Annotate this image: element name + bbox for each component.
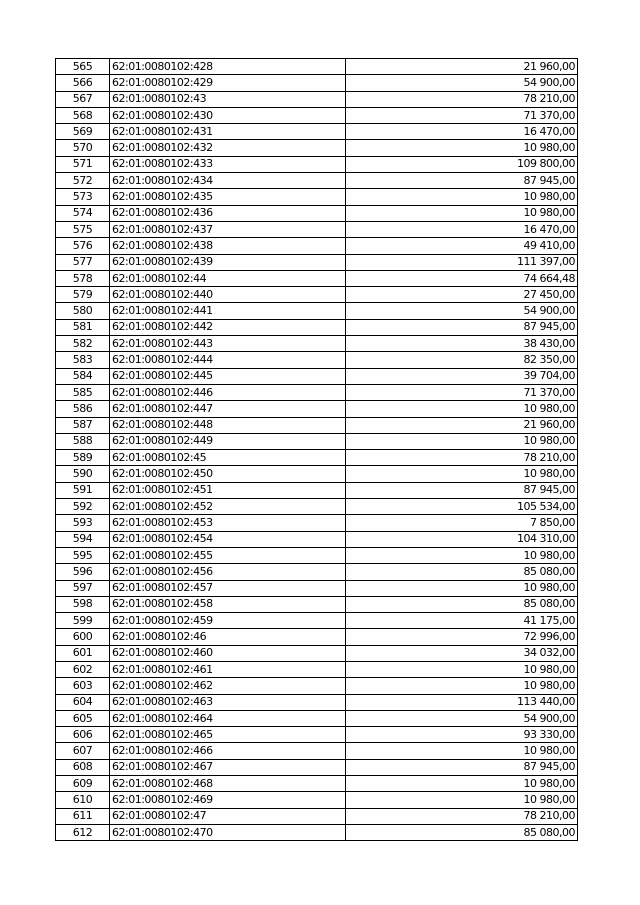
cadastral-number-cell: 62:01:0080102:457 [110, 580, 346, 596]
row-number-cell: 608 [56, 759, 110, 775]
cadastral-number-cell: 62:01:0080102:437 [110, 221, 346, 237]
cadastral-value-cell: 16 470,00 [346, 124, 578, 140]
table-row [56, 678, 578, 694]
cadastral-value-cell: 82 350,00 [346, 352, 578, 368]
cadastral-number-cell: 62:01:0080102:450 [110, 466, 346, 482]
cadastral-value-cell: 10 980,00 [346, 661, 578, 677]
table-row [56, 727, 578, 743]
cadastral-value-cell: 87 945,00 [346, 173, 578, 189]
table-row [56, 450, 578, 466]
cadastral-number-cell: 62:01:0080102:436 [110, 205, 346, 221]
cadastral-number-cell: 62:01:0080102:439 [110, 254, 346, 270]
row-number-cell: 593 [56, 515, 110, 531]
table-row [56, 221, 578, 237]
table-row [56, 124, 578, 140]
cadastral-value-cell: 111 397,00 [346, 254, 578, 270]
row-number-cell: 572 [56, 173, 110, 189]
table-row [56, 205, 578, 221]
table-row [56, 694, 578, 710]
cadastral-number-cell: 62:01:0080102:464 [110, 710, 346, 726]
table-row [56, 776, 578, 792]
table-row [56, 629, 578, 645]
cadastral-number-cell: 62:01:0080102:430 [110, 107, 346, 123]
table-row [56, 596, 578, 612]
cadastral-value-cell: 16 470,00 [346, 221, 578, 237]
table-row [56, 808, 578, 824]
row-number-cell: 565 [56, 59, 110, 75]
table-row [56, 368, 578, 384]
row-number-cell: 576 [56, 238, 110, 254]
cadastral-number-cell: 62:01:0080102:442 [110, 319, 346, 335]
row-number-cell: 596 [56, 564, 110, 580]
table-row [56, 564, 578, 580]
table-row [56, 91, 578, 107]
table-row [56, 140, 578, 156]
cadastral-number-cell: 62:01:0080102:461 [110, 661, 346, 677]
cadastral-number-cell: 62:01:0080102:444 [110, 352, 346, 368]
cadastre-value-table [55, 58, 578, 841]
cadastral-value-cell: 71 370,00 [346, 384, 578, 400]
row-number-cell: 598 [56, 596, 110, 612]
cadastral-value-cell: 10 980,00 [346, 580, 578, 596]
row-number-cell: 606 [56, 727, 110, 743]
row-number-cell: 567 [56, 91, 110, 107]
table-row [56, 482, 578, 498]
table-body [56, 59, 578, 841]
row-number-cell: 594 [56, 531, 110, 547]
row-number-cell: 595 [56, 547, 110, 563]
cadastral-value-cell: 21 960,00 [346, 417, 578, 433]
cadastral-number-cell: 62:01:0080102:462 [110, 678, 346, 694]
row-number-cell: 571 [56, 156, 110, 172]
cadastral-number-cell: 62:01:0080102:447 [110, 401, 346, 417]
row-number-cell: 573 [56, 189, 110, 205]
cadastral-value-cell: 27 450,00 [346, 287, 578, 303]
table-row [56, 466, 578, 482]
cadastral-number-cell: 62:01:0080102:460 [110, 645, 346, 661]
table-row [56, 336, 578, 352]
cadastral-number-cell: 62:01:0080102:429 [110, 75, 346, 91]
cadastral-number-cell: 62:01:0080102:443 [110, 336, 346, 352]
row-number-cell: 610 [56, 792, 110, 808]
table-row [56, 743, 578, 759]
row-number-cell: 566 [56, 75, 110, 91]
cadastral-value-cell: 54 900,00 [346, 75, 578, 91]
row-number-cell: 603 [56, 678, 110, 694]
cadastral-value-cell: 10 980,00 [346, 205, 578, 221]
row-number-cell: 579 [56, 287, 110, 303]
cadastral-number-cell: 62:01:0080102:469 [110, 792, 346, 808]
row-number-cell: 584 [56, 368, 110, 384]
cadastral-value-cell: 38 430,00 [346, 336, 578, 352]
cadastral-value-cell: 85 080,00 [346, 596, 578, 612]
row-number-cell: 569 [56, 124, 110, 140]
cadastral-number-cell: 62:01:0080102:466 [110, 743, 346, 759]
table-row [56, 580, 578, 596]
cadastral-number-cell: 62:01:0080102:458 [110, 596, 346, 612]
row-number-cell: 570 [56, 140, 110, 156]
table-row [56, 792, 578, 808]
cadastral-number-cell: 62:01:0080102:452 [110, 499, 346, 515]
cadastral-value-cell: 105 534,00 [346, 499, 578, 515]
table-row [56, 287, 578, 303]
cadastral-value-cell: 85 080,00 [346, 564, 578, 580]
row-number-cell: 609 [56, 776, 110, 792]
row-number-cell: 611 [56, 808, 110, 824]
table-row [56, 515, 578, 531]
cadastral-value-cell: 113 440,00 [346, 694, 578, 710]
table-row [56, 417, 578, 433]
row-number-cell: 588 [56, 433, 110, 449]
cadastral-number-cell: 62:01:0080102:440 [110, 287, 346, 303]
cadastral-number-cell: 62:01:0080102:448 [110, 417, 346, 433]
cadastral-number-cell: 62:01:0080102:456 [110, 564, 346, 580]
cadastral-number-cell: 62:01:0080102:45 [110, 450, 346, 466]
row-number-cell: 578 [56, 270, 110, 286]
table-row [56, 384, 578, 400]
table-row [56, 401, 578, 417]
cadastral-value-cell: 41 175,00 [346, 613, 578, 629]
table-row [56, 270, 578, 286]
table-row [56, 303, 578, 319]
row-number-cell: 581 [56, 319, 110, 335]
row-number-cell: 605 [56, 710, 110, 726]
row-number-cell: 601 [56, 645, 110, 661]
cadastral-value-cell: 39 704,00 [346, 368, 578, 384]
table-row [56, 75, 578, 91]
cadastral-number-cell: 62:01:0080102:47 [110, 808, 346, 824]
row-number-cell: 577 [56, 254, 110, 270]
row-number-cell: 599 [56, 613, 110, 629]
cadastral-number-cell: 62:01:0080102:445 [110, 368, 346, 384]
row-number-cell: 574 [56, 205, 110, 221]
cadastral-value-cell: 7 850,00 [346, 515, 578, 531]
cadastral-number-cell: 62:01:0080102:441 [110, 303, 346, 319]
row-number-cell: 586 [56, 401, 110, 417]
cadastral-number-cell: 62:01:0080102:431 [110, 124, 346, 140]
cadastral-number-cell: 62:01:0080102:428 [110, 59, 346, 75]
cadastral-value-cell: 104 310,00 [346, 531, 578, 547]
cadastral-value-cell: 78 210,00 [346, 808, 578, 824]
table-row [56, 710, 578, 726]
table-row [56, 433, 578, 449]
cadastral-value-cell: 78 210,00 [346, 450, 578, 466]
cadastral-number-cell: 62:01:0080102:451 [110, 482, 346, 498]
row-number-cell: 607 [56, 743, 110, 759]
cadastral-value-cell: 85 080,00 [346, 824, 578, 840]
row-number-cell: 602 [56, 661, 110, 677]
row-number-cell: 580 [56, 303, 110, 319]
table-row [56, 173, 578, 189]
cadastral-value-cell: 10 980,00 [346, 678, 578, 694]
cadastral-value-cell: 54 900,00 [346, 303, 578, 319]
table-row [56, 59, 578, 75]
cadastral-number-cell: 62:01:0080102:454 [110, 531, 346, 547]
cadastral-value-cell: 10 980,00 [346, 189, 578, 205]
table-row [56, 547, 578, 563]
cadastral-number-cell: 62:01:0080102:468 [110, 776, 346, 792]
row-number-cell: 597 [56, 580, 110, 596]
cadastral-number-cell: 62:01:0080102:465 [110, 727, 346, 743]
table-row [56, 613, 578, 629]
table-row [56, 189, 578, 205]
table-row [56, 238, 578, 254]
table-row [56, 319, 578, 335]
cadastral-number-cell: 62:01:0080102:434 [110, 173, 346, 189]
cadastral-value-cell: 87 945,00 [346, 319, 578, 335]
cadastral-value-cell: 87 945,00 [346, 482, 578, 498]
row-number-cell: 600 [56, 629, 110, 645]
table-row [56, 824, 578, 840]
cadastral-value-cell: 74 664,48 [346, 270, 578, 286]
cadastral-number-cell: 62:01:0080102:438 [110, 238, 346, 254]
cadastral-value-cell: 78 210,00 [346, 91, 578, 107]
cadastral-value-cell: 10 980,00 [346, 140, 578, 156]
table-row [56, 352, 578, 368]
table-row [56, 645, 578, 661]
cadastral-value-cell: 10 980,00 [346, 792, 578, 808]
cadastral-value-cell: 93 330,00 [346, 727, 578, 743]
cadastral-value-cell: 54 900,00 [346, 710, 578, 726]
row-number-cell: 604 [56, 694, 110, 710]
row-number-cell: 591 [56, 482, 110, 498]
cadastral-value-cell: 71 370,00 [346, 107, 578, 123]
cadastral-number-cell: 62:01:0080102:435 [110, 189, 346, 205]
cadastral-value-cell: 109 800,00 [346, 156, 578, 172]
table-row [56, 661, 578, 677]
cadastral-number-cell: 62:01:0080102:43 [110, 91, 346, 107]
row-number-cell: 590 [56, 466, 110, 482]
cadastral-number-cell: 62:01:0080102:459 [110, 613, 346, 629]
cadastral-number-cell: 62:01:0080102:446 [110, 384, 346, 400]
table-row [56, 759, 578, 775]
table-row [56, 156, 578, 172]
table-row [56, 107, 578, 123]
row-number-cell: 582 [56, 336, 110, 352]
row-number-cell: 575 [56, 221, 110, 237]
cadastral-number-cell: 62:01:0080102:463 [110, 694, 346, 710]
table-row [56, 499, 578, 515]
cadastral-number-cell: 62:01:0080102:453 [110, 515, 346, 531]
cadastral-number-cell: 62:01:0080102:449 [110, 433, 346, 449]
cadastral-value-cell: 34 032,00 [346, 645, 578, 661]
cadastral-number-cell: 62:01:0080102:433 [110, 156, 346, 172]
table-row [56, 254, 578, 270]
cadastral-value-cell: 10 980,00 [346, 547, 578, 563]
cadastral-value-cell: 10 980,00 [346, 433, 578, 449]
table-row [56, 531, 578, 547]
cadastral-number-cell: 62:01:0080102:44 [110, 270, 346, 286]
row-number-cell: 592 [56, 499, 110, 515]
row-number-cell: 568 [56, 107, 110, 123]
row-number-cell: 583 [56, 352, 110, 368]
cadastral-value-cell: 72 996,00 [346, 629, 578, 645]
cadastral-number-cell: 62:01:0080102:470 [110, 824, 346, 840]
cadastral-number-cell: 62:01:0080102:46 [110, 629, 346, 645]
cadastral-number-cell: 62:01:0080102:432 [110, 140, 346, 156]
cadastral-value-cell: 87 945,00 [346, 759, 578, 775]
cadastral-value-cell: 10 980,00 [346, 401, 578, 417]
row-number-cell: 587 [56, 417, 110, 433]
row-number-cell: 585 [56, 384, 110, 400]
cadastral-value-cell: 21 960,00 [346, 59, 578, 75]
cadastral-value-cell: 49 410,00 [346, 238, 578, 254]
cadastral-number-cell: 62:01:0080102:455 [110, 547, 346, 563]
cadastral-value-cell: 10 980,00 [346, 743, 578, 759]
cadastral-value-cell: 10 980,00 [346, 776, 578, 792]
cadastral-number-cell: 62:01:0080102:467 [110, 759, 346, 775]
cadastral-value-cell: 10 980,00 [346, 466, 578, 482]
row-number-cell: 612 [56, 824, 110, 840]
row-number-cell: 589 [56, 450, 110, 466]
